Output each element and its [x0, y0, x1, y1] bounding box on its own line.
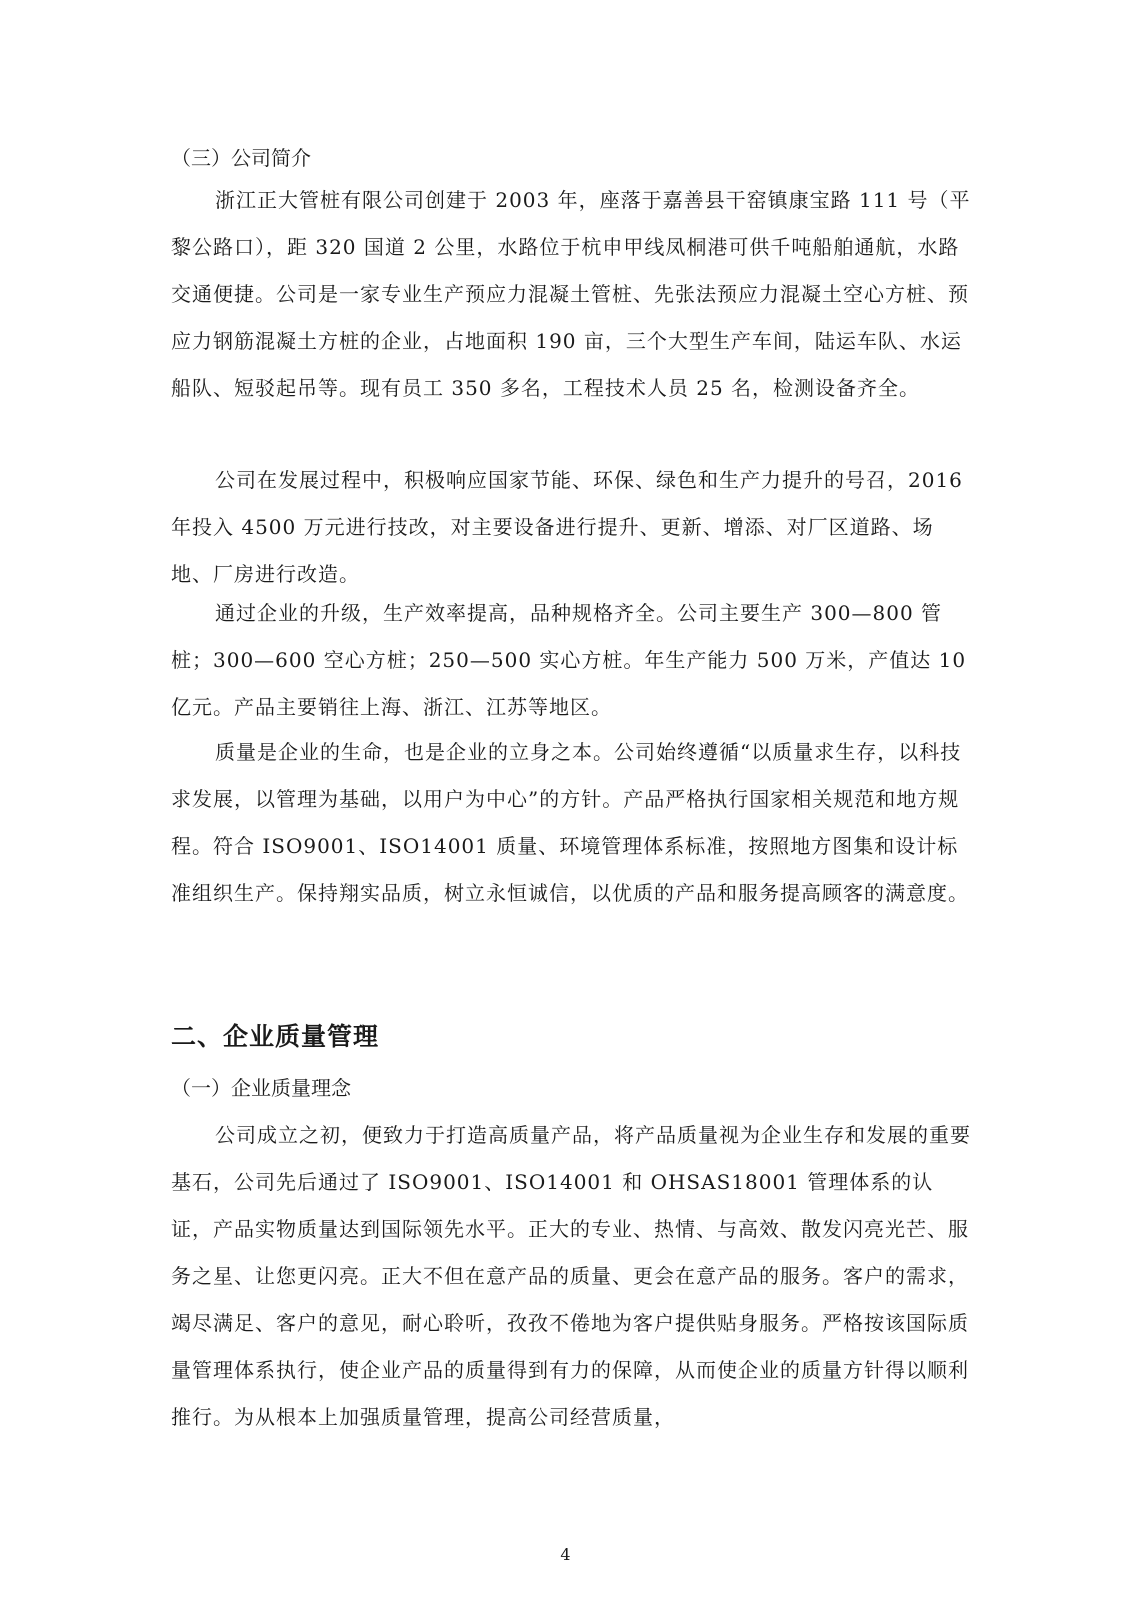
section-heading-quality-philosophy: （一）企业质量理念: [171, 1076, 351, 1100]
paragraph-company-overview: 浙江正大管桩有限公司创建于 2003 年，座落于嘉善县干窑镇康宝路 111 号（平黎公路口），距 320 国道 2 公里，水路位于杭申甲线凤桐港可供千吨船舶通航，水路交通便捷。公司是一家专业生产预应力混凝土管桩、先张法预应力混凝土空心方桩、预应力钢筋混凝土方桩的企业，占地面积 190 亩，三个大型生产车间，陆运车队、水运船队、短驳起吊等。现有员工 350 多名，工程技术人员 25 名，检测设备齐全。: [171, 188, 971, 400]
paragraph-quality-policy: 质量是企业的生命，也是企业的立身之本。公司始终遵循“以质量求生存，以科技求发展，以管理为基础，以用户为中心”的方针。产品严格执行国家相关规范和地方规程。符合 ISO9001、ISO14001 质量、环境管理体系标准，按照地方图集和设计标准组织生产。保持翔实品质，树立永恒诚信，以优质的产品和服务提高顾客的满意度。: [171, 740, 969, 905]
chapter-heading-quality-management: 二、企业质量管理: [171, 1022, 380, 1051]
paragraph-quality-philosophy: 公司成立之初，便致力于打造高质量产品，将产品质量视为企业生存和发展的重要基石，公司先后通过了 ISO9001、ISO14001 和 OHSAS18001 管理体系的认证，产品实物质量达到国际领先水平。正大的专业、热情、与高效、散发闪亮光芒、服务之星、让您更闪亮。正大不但在意产品的质量、更会在意产品的服务。客户的需求，竭尽满足、客户的意见，耐心聆听，孜孜不倦地为客户提供贴身服务。严格按该国际质量管理体系执行，使企业产品的质量得到有力的保障，从而使企业的质量方针得以顺利推行。为从根本上加强质量管理，提高公司经营质量，: [171, 1123, 971, 1429]
paragraph-technical-upgrade: 公司在发展过程中，积极响应国家节能、环保、绿色和生产力提升的号召，2016 年投入 4500 万元进行技改，对主要设备进行提升、更新、增添、对厂区道路、场地、厂房进行改造。: [171, 468, 963, 586]
paragraph-products: 通过企业的升级，生产效率提高，品种规格齐全。公司主要生产 300—800 管桩；300—600 空心方桩；250—500 实心方桩。年生产能力 500 万米，产值达 10 亿元。产品主要销往上海、浙江、江苏等地区。: [171, 601, 967, 719]
page-number: 4: [560, 1545, 571, 1564]
section-heading-company-profile: （三）公司简介: [171, 146, 311, 170]
